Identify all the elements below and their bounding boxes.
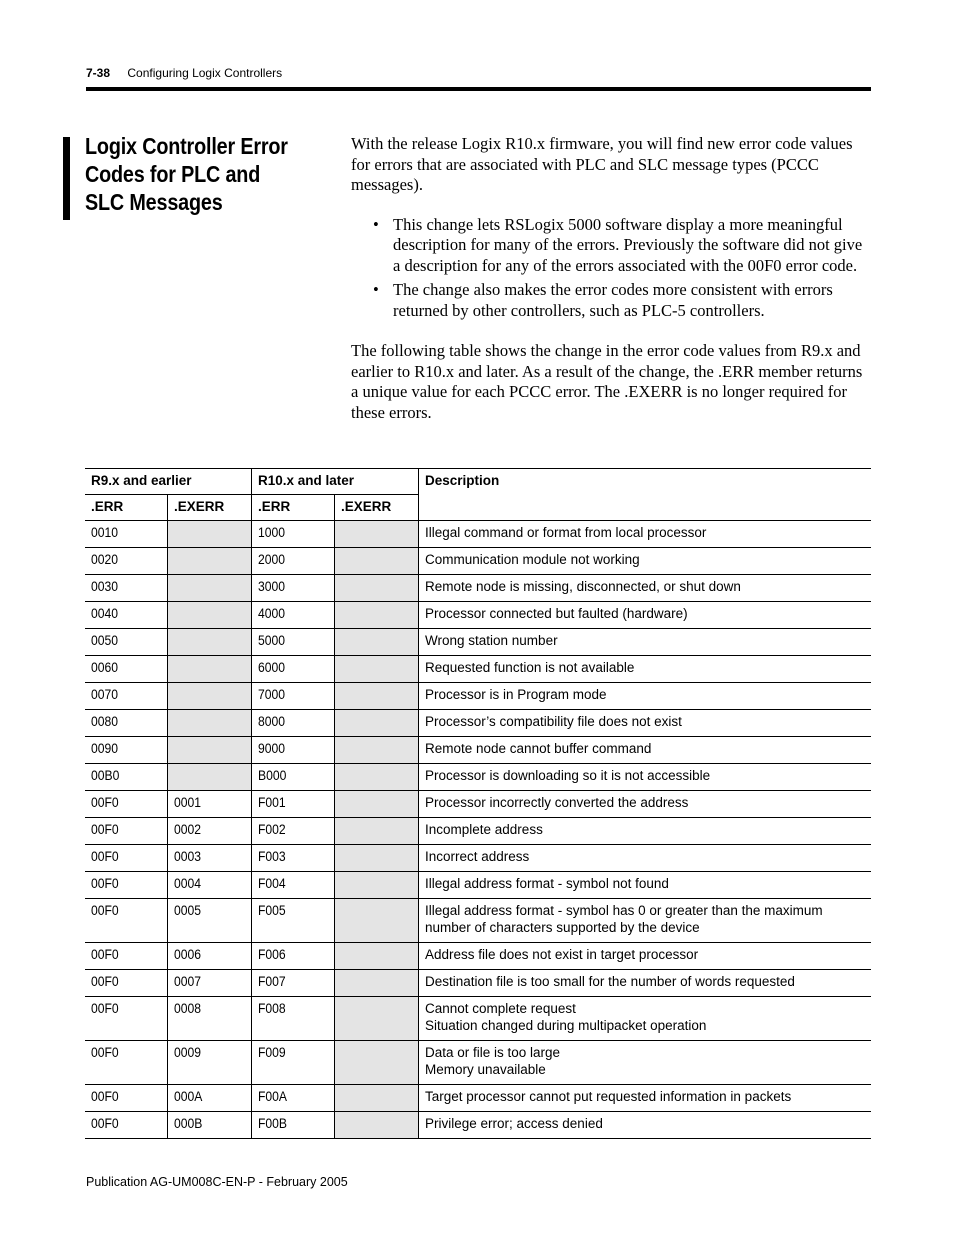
cell-description [419,997,872,1041]
description-line: Wrong station number [425,633,558,648]
cell-exerr-new [335,818,419,845]
cell-exerr-new [335,683,419,710]
cell-exerr-old [168,1041,252,1085]
cell-exerr-old [168,521,252,548]
cell-err-new [252,629,335,656]
description-header: Description [419,469,872,521]
cell-exerr-old [168,997,252,1041]
cell-err-new [252,683,335,710]
cell-description [419,521,872,548]
cell-err-old [85,548,168,575]
cell-exerr-new [335,872,419,899]
cell-exerr-new [335,602,419,629]
cell-description [419,1112,872,1139]
cell-exerr-old [168,629,252,656]
table-row [85,656,871,683]
cell-err-new [252,899,335,943]
cell-err-old-value: 00F0 [91,1045,119,1060]
cell-err-new-value: 3000 [258,579,286,594]
cell-exerr-old [168,602,252,629]
group-header-old: R9.x and earlier [85,469,252,495]
cell-exerr-old-value: 0006 [174,947,202,962]
body-text [351,134,871,423]
cell-err-old [85,629,168,656]
cell-exerr-new [335,629,419,656]
cell-description [419,1041,872,1085]
cell-exerr-old-value: 000A [174,1089,203,1104]
cell-exerr-new [335,737,419,764]
cell-err-new-value: F004 [258,876,286,891]
table-row [85,872,871,899]
description-line: Incorrect address [425,849,530,864]
cell-description [419,710,872,737]
cell-description [419,872,872,899]
description-line: Processor’s compatibility file does not exist [425,714,682,729]
cell-exerr-new [335,845,419,872]
cell-err-old-value: 00B0 [91,768,120,783]
section-title: Configuring Logix Controllers [127,66,283,80]
cell-exerr-new [335,764,419,791]
cell-err-old [85,943,168,970]
cell-exerr-old-value: 0007 [174,974,202,989]
cell-err-old-value: 00F0 [91,947,119,962]
cell-err-old-value: 0080 [91,714,119,729]
sub-header-exerr-new: .EXERR [335,495,419,521]
bullet-list [351,215,871,322]
table-row [85,791,871,818]
table-row [85,575,871,602]
cell-err-new-value: B000 [258,768,287,783]
description-line: Processor is downloading so it is not accessible [425,768,711,783]
sub-header-exerr-old: .EXERR [168,495,252,521]
cell-err-old [85,737,168,764]
cell-exerr-old [168,872,252,899]
cell-err-new-value: 6000 [258,660,286,675]
cell-exerr-new [335,1085,419,1112]
cell-exerr-old-value: 000B [174,1116,203,1131]
cell-exerr-new [335,656,419,683]
cell-err-old-value: 00F0 [91,1089,119,1104]
cell-err-old-value: 00F0 [91,1001,119,1016]
cell-description [419,737,872,764]
cell-exerr-old-value: 0002 [174,822,202,837]
description-line: Memory unavailable [425,1062,546,1077]
cell-err-new-value: 7000 [258,687,286,702]
cell-err-old [85,899,168,943]
cell-exerr-old-value: 0005 [174,903,202,918]
cell-exerr-old-value: 0009 [174,1045,202,1060]
cell-err-old-value: 00F0 [91,876,119,891]
table-body [85,521,871,1139]
cell-err-new [252,997,335,1041]
cell-description [419,656,872,683]
table-row [85,764,871,791]
cell-exerr-new [335,899,419,943]
cell-exerr-old [168,899,252,943]
description-line: Processor is in Program mode [425,687,607,702]
cell-exerr-new [335,575,419,602]
cell-err-new [252,656,335,683]
table-row [85,602,871,629]
cell-err-old-value: 0040 [91,606,119,621]
description-line: Processor connected but faulted (hardware) [425,606,688,621]
table-row [85,997,871,1041]
cell-err-new [252,818,335,845]
table-row [85,899,871,943]
cell-exerr-old [168,1112,252,1139]
description-line: Data or file is too large [425,1045,561,1060]
cell-exerr-old-value: 0001 [174,795,202,810]
cell-err-old [85,602,168,629]
cell-err-old [85,997,168,1041]
cell-exerr-old [168,845,252,872]
table-row [85,1112,871,1139]
cell-err-new [252,845,335,872]
cell-err-new-value: F005 [258,903,286,918]
table-row [85,521,871,548]
cell-description [419,970,872,997]
description-line: Target processor cannot put requested information in packets [425,1089,792,1104]
table-intro-paragraph: The following table shows the change in the error code values from R9.x and earlier to R10.x and later. As a result of the change, the .ERR member returns a unique value for each PCCC error. The .EXERR is no longer required for these errors. [351,341,863,422]
cell-err-old-value: 00F0 [91,849,119,864]
cell-err-old [85,791,168,818]
cell-exerr-new [335,1112,419,1139]
cell-err-new-value: 5000 [258,633,286,648]
cell-err-new-value: F006 [258,947,286,962]
cell-description [419,899,872,943]
description-line: Situation changed during multipacket operation [425,1018,707,1033]
cell-err-old [85,1112,168,1139]
cell-err-old [85,1085,168,1112]
description-line: Requested function is not available [425,660,635,675]
page-number: 7-38 [86,66,111,80]
cell-err-old-value: 00F0 [91,822,119,837]
cell-err-new-value: 2000 [258,552,286,567]
bullet-item: • The change also makes the error codes more consistent with errors returned by other controllers, such as PLC-5 controllers. [373,280,871,321]
cell-exerr-old [168,656,252,683]
description-line: Communication module not working [425,552,640,567]
cell-exerr-old-value: 0004 [174,876,202,891]
cell-err-new-value: F008 [258,1001,286,1016]
table-row [85,818,871,845]
cell-err-old-value: 0030 [91,579,119,594]
cell-exerr-old [168,970,252,997]
intro-paragraph: With the release Logix R10.x firmware, you will find new error code values for errors that are associated with PLC and SLC message types (PCCC messages). [351,134,853,194]
table-row [85,683,871,710]
table-row [85,1085,871,1112]
cell-exerr-old [168,818,252,845]
description-line: Address file does not exist in target processor [425,947,699,962]
error-code-table [85,468,871,1139]
cell-exerr-new [335,943,419,970]
cell-description [419,818,872,845]
cell-exerr-old [168,943,252,970]
cell-exerr-new [335,548,419,575]
description-line: Illegal command or format from local processor [425,525,707,540]
cell-description [419,1085,872,1112]
cell-description [419,683,872,710]
cell-err-old-value: 00F0 [91,795,119,810]
table-row [85,737,871,764]
sub-header-err-old: .ERR [85,495,168,521]
cell-err-new [252,943,335,970]
cell-exerr-old [168,683,252,710]
description-line: Incomplete address [425,822,543,837]
publication-footer: Publication AG-UM008C-EN-P - February 2005 [86,1175,348,1189]
cell-exerr-old [168,1085,252,1112]
cell-err-new-value: F001 [258,795,286,810]
cell-err-new [252,1112,335,1139]
cell-exerr-old-value: 0003 [174,849,202,864]
cell-err-old [85,764,168,791]
cell-err-new-value: 4000 [258,606,286,621]
cell-exerr-old [168,710,252,737]
description-line: Destination file is too small for the number of words requested [425,974,795,989]
description-line: Remote node cannot buffer command [425,741,652,756]
cell-description [419,791,872,818]
cell-err-old [85,845,168,872]
cell-err-new-value: F007 [258,974,286,989]
cell-err-new [252,1041,335,1085]
cell-description [419,943,872,970]
cell-err-old [85,970,168,997]
cell-err-new [252,791,335,818]
cell-err-new-value: 1000 [258,525,286,540]
table-row [85,1041,871,1085]
cell-err-new [252,710,335,737]
cell-exerr-new [335,1041,419,1085]
cell-err-old-value: 0020 [91,552,119,567]
cell-err-new-value: F00A [258,1089,288,1104]
table-row [85,970,871,997]
cell-err-old [85,656,168,683]
cell-err-new [252,872,335,899]
cell-exerr-new [335,997,419,1041]
description-line: Processor incorrectly converted the address [425,795,689,810]
cell-err-new-value: F002 [258,822,286,837]
cell-description [419,548,872,575]
cell-exerr-old-value: 0008 [174,1001,202,1016]
cell-err-old [85,818,168,845]
cell-exerr-old [168,764,252,791]
cell-err-old-value: 00F0 [91,1116,119,1131]
cell-exerr-old [168,548,252,575]
cell-err-new-value: F00B [258,1116,288,1131]
cell-exerr-new [335,791,419,818]
bullet-item: • This change lets RSLogix 5000 software display a more meaningful description for many of the errors. Previously the software did not give a description for any of the errors associated with the 00F0 error code. [373,215,871,277]
group-header-new: R10.x and later [252,469,419,495]
cell-err-new [252,737,335,764]
cell-description [419,602,872,629]
table-row [85,710,871,737]
running-header [86,66,282,80]
cell-err-new [252,548,335,575]
cell-err-old-value: 00F0 [91,903,119,918]
cell-exerr-old [168,575,252,602]
cell-err-old [85,710,168,737]
cell-description [419,629,872,656]
table-row [85,943,871,970]
description-line: Cannot complete request [425,1001,576,1016]
cell-err-old-value: 00F0 [91,974,119,989]
cell-err-old-value: 0050 [91,633,119,648]
cell-err-new [252,764,335,791]
cell-err-new [252,575,335,602]
cell-err-new-value: F003 [258,849,286,864]
sub-header-err-new: .ERR [252,495,335,521]
cell-err-old [85,575,168,602]
cell-description [419,845,872,872]
cell-description [419,764,872,791]
cell-err-new-value: 8000 [258,714,286,729]
cell-err-old-value: 0060 [91,660,119,675]
page-heading: Logix Controller Error Codes for PLC and SLC Messages [85,133,288,215]
table-row [85,845,871,872]
cell-err-old [85,872,168,899]
cell-err-new [252,602,335,629]
description-line: Illegal address format - symbol not found [425,876,669,891]
cell-err-new [252,970,335,997]
cell-exerr-new [335,521,419,548]
cell-exerr-new [335,710,419,737]
cell-err-new-value: 9000 [258,741,286,756]
table-row [85,548,871,575]
header-rule [86,87,871,91]
cell-err-old [85,1041,168,1085]
description-line: Privilege error; access denied [425,1116,603,1131]
description-line: Illegal address format - symbol has 0 or greater than the maximum number of characters supported by the device [425,903,823,935]
cell-exerr-new [335,970,419,997]
cell-err-new [252,1085,335,1112]
cell-err-old [85,683,168,710]
cell-err-old-value: 0010 [91,525,119,540]
cell-exerr-old [168,737,252,764]
cell-exerr-old [168,791,252,818]
cell-err-new-value: F009 [258,1045,286,1060]
description-line: Remote node is missing, disconnected, or shut down [425,579,741,594]
cell-err-new [252,521,335,548]
heading-bar [63,137,70,220]
cell-err-old-value: 0070 [91,687,119,702]
cell-err-old-value: 0090 [91,741,119,756]
cell-err-old [85,521,168,548]
table-row [85,629,871,656]
cell-description [419,575,872,602]
